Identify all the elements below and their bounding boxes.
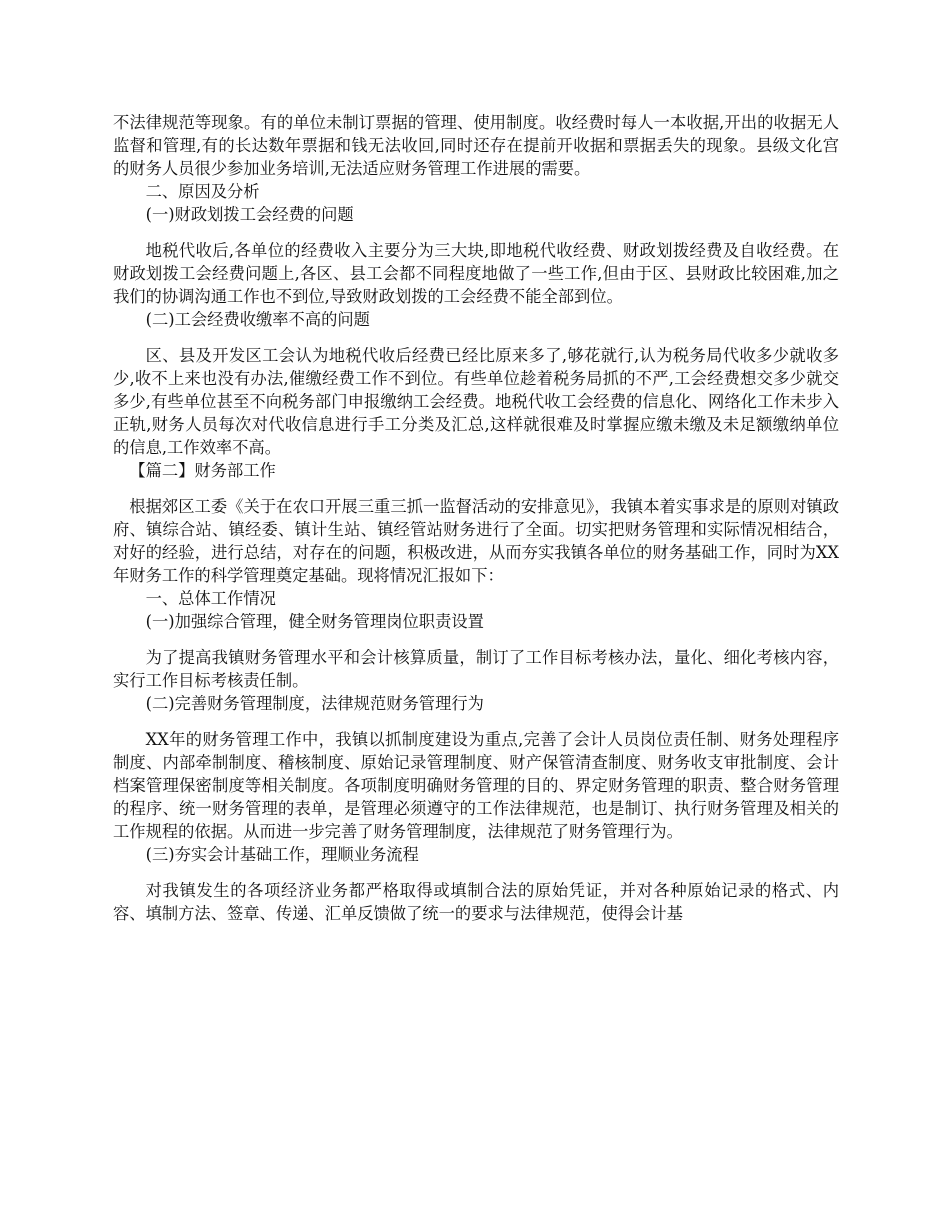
paragraph-regulations: XX年的财务管理工作中，我镇以抓制度建设为重点,完善了会计人员岗位责任制、财务处理程序制度、内部牵制制度、稽核制度、原始记录管理制度、财产保管清查制度、财务收支审批制度、会计档案管理保密制度等相关制度。各项制度明确财务管理的目的、界定财务管理的职责、整合财务管理的程序、统一财务管理的表单，是管理必须遵守的工作法律规范，也是制订、执行财务管理及相关的工作规程的依据。从而进一步完善了财务管理制度，法律规范了财务管理行为。 (113, 730, 839, 841)
paragraph-fiscal-allocation: 地税代收后,各单位的经费收入主要分为三大块,即地税代收经费、财政划拨经费及自收经费。在财政划拨工会经费问题上,各区、县工会都不同程度地做了一些工作,但由于区、县财政比较困难,加之我们的协调沟通工作也不到位,导致财政划拨的工会经费不能全部到位。 (113, 241, 839, 306)
chapter-heading-part-two: 【篇二】财务部工作 (129, 461, 276, 480)
paragraph-accounting-basics: 对我镇发生的各项经济业务都严格取得或填制合法的原始凭证，并对各种原始记录的格式、内容、填制方法、签章、传递、汇单反馈做了统一的要求与法律规范，使得会计基 (113, 881, 839, 923)
subheading-regulations: (二)完善财务管理制度，法律规范财务管理行为 (145, 694, 484, 713)
document-page (113, 111, 839, 925)
paragraph-collection-rate: 区、县及开发区工会认为地税代收后经费已经比原来多了,够花就行,认为税务局代收多少就收多少,收不上来也没有办法,催缴经费工作不到位。有些单位趁着税务局抓的不严,工会经费想交多少就交多少,有些单位甚至不向税务部门申报缴纳工会经费。地税代收工会经费的信息化、网络化工作未步入正轨,财务人员每次对代收信息进行手工分类及汇总,这样就很难及时掌握应缴未缴及未足额缴纳单位的信息,工作效率不高。 (113, 346, 839, 457)
section-heading-overall: 一、总体工作情况 (145, 589, 276, 608)
subheading-management: (一)加强综合管理，健全财务管理岗位职责设置 (145, 612, 484, 631)
paragraph-continuation: 不法律规范等现象。有的单位未制订票据的管理、使用制度。收经费时每人一本收据,开出的收据无人监督和管理,有的长达数年票据和钱无法收回,同时还存在提前开收据和票据丢失的现象。县级文化宫的财务人员很少参加业务培训,无法适应财务管理工作进展的需要。 (113, 113, 839, 178)
subheading-fiscal-allocation: (一)财政划拨工会经费的问题 (145, 205, 354, 224)
paragraph-management: 为了提高我镇财务管理水平和会计核算质量，制订了工作目标考核办法，量化、细化考核内容，实行工作目标考核责任制。 (113, 648, 839, 690)
paragraph-intro: 根据郊区工委《关于在农口开展三重三抓一监督活动的安排意见》，我镇本着实事求是的原则对镇政府、镇综合站、镇经委、镇计生站、镇经管站财务进行了全面。切实把财务管理和实际情况相结合，对好的经验，进行总结，对存在的问题，积极改进，从而夯实我镇各单位的财务基础工作，同时为XX年财务工作的科学管理奠定基础。现将情况汇报如下： (113, 497, 839, 585)
section-heading-causes: 二、原因及分析 (145, 182, 260, 201)
subheading-collection-rate: (二)工会经费收缴率不高的问题 (145, 310, 370, 329)
subheading-accounting-basics: (三)夯实会计基础工作，理顺业务流程 (145, 845, 419, 864)
